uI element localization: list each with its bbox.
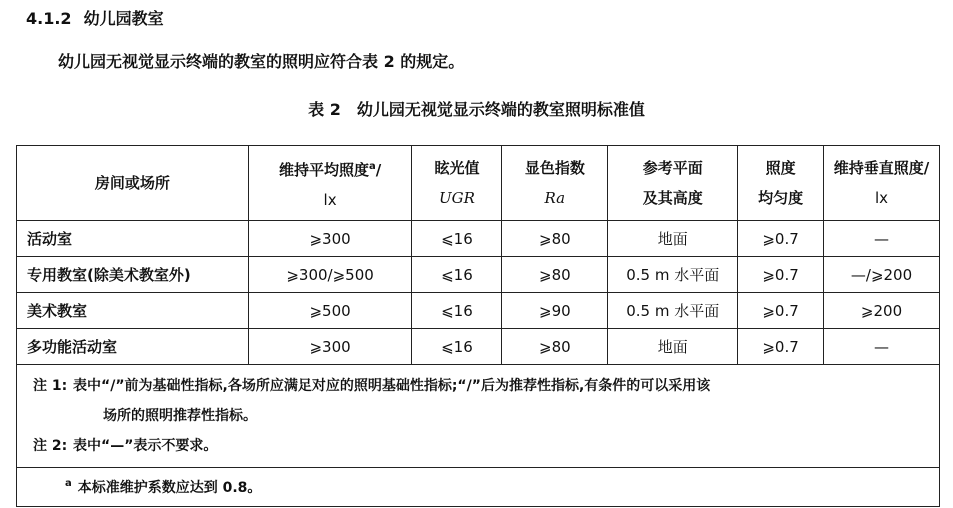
cell-ugr: ⩽16: [412, 257, 502, 293]
cell-illuminance: ⩾300: [248, 221, 412, 257]
cell-ra: ⩾90: [502, 293, 608, 329]
header-illuminance: 维持平均照度$^a$/ lx: [248, 146, 412, 221]
table-title-text: 幼儿园无视觉显示终端的教室照明标准值: [356, 100, 645, 119]
cell-ra: ⩾80: [502, 257, 608, 293]
table-row: [17, 257, 940, 293]
cell-ugr: ⩽16: [412, 329, 502, 365]
section-title: 幼儿园教室: [83, 9, 164, 28]
header-uniformity: 照度 均匀度: [738, 146, 824, 221]
table-footnote: [17, 468, 940, 507]
note-1-text-line2: 场所的照明推荐性指标。: [103, 408, 257, 424]
note-1-label: 注 1:: [33, 378, 68, 394]
cell-ugr: ⩽16: [412, 221, 502, 257]
lighting-standard-table: [16, 145, 940, 507]
table-header-row: [17, 146, 940, 221]
cell-vertical: —: [824, 329, 940, 365]
note-2-label: 注 2:: [33, 438, 68, 454]
table-number: 表 2: [308, 100, 341, 119]
section-number: 4.1.2: [26, 9, 72, 28]
cell-place: 活动室: [17, 221, 249, 257]
table-title: [0, 97, 953, 120]
note-1: [33, 371, 929, 431]
header-reference-plane: 参考平面 及其高度: [608, 146, 738, 221]
cell-uniformity: ⩾0.7: [738, 221, 824, 257]
cell-place: 美术教室: [17, 293, 249, 329]
cell-plane: 0.5 m 水平面: [608, 257, 738, 293]
cell-uniformity: ⩾0.7: [738, 293, 824, 329]
footnote-text: 本标准维护系数应达到 0.8。: [77, 480, 262, 496]
cell-vertical: ⩾200: [824, 293, 940, 329]
cell-illuminance: ⩾300/⩾500: [248, 257, 412, 293]
cell-uniformity: ⩾0.7: [738, 329, 824, 365]
cell-plane: 地面: [608, 329, 738, 365]
note-2-text: 表中“—”表示不要求。: [73, 438, 218, 454]
header-ra: 显色指数 Ra: [502, 146, 608, 221]
cell-illuminance: ⩾500: [248, 293, 412, 329]
note-1-text-line1: 表中“/”前为基础性指标,各场所应满足对应的照明基础性指标;“/”后为推荐性指标,有条件的可以采用该: [73, 378, 711, 394]
cell-plane: 地面: [608, 221, 738, 257]
section-heading: [26, 6, 164, 29]
table-notes: [17, 365, 940, 468]
cell-ra: ⩾80: [502, 221, 608, 257]
cell-ra: ⩾80: [502, 329, 608, 365]
header-vertical-illuminance: 维持垂直照度/ lx: [824, 146, 940, 221]
footnote-row: [17, 468, 940, 507]
header-place: 房间或场所: [17, 146, 249, 221]
intro-paragraph: 幼儿园无视觉显示终端的教室的照明应符合表 2 的规定。: [58, 52, 465, 71]
notes-row: [17, 365, 940, 468]
cell-uniformity: ⩾0.7: [738, 257, 824, 293]
footnote-marker: a: [368, 160, 376, 172]
table-row: [17, 329, 940, 365]
footnote-mark: a: [65, 478, 72, 490]
cell-illuminance: ⩾300: [248, 329, 412, 365]
cell-plane: 0.5 m 水平面: [608, 293, 738, 329]
cell-ugr: ⩽16: [412, 293, 502, 329]
note-2: [33, 431, 929, 461]
cell-place: 多功能活动室: [17, 329, 249, 365]
cell-vertical: —: [824, 221, 940, 257]
header-ugr: 眩光值 UGR: [412, 146, 502, 221]
cell-place: 专用教室(除美术教室外): [17, 257, 249, 293]
table-row: [17, 293, 940, 329]
cell-vertical: —/⩾200: [824, 257, 940, 293]
table-row: [17, 221, 940, 257]
